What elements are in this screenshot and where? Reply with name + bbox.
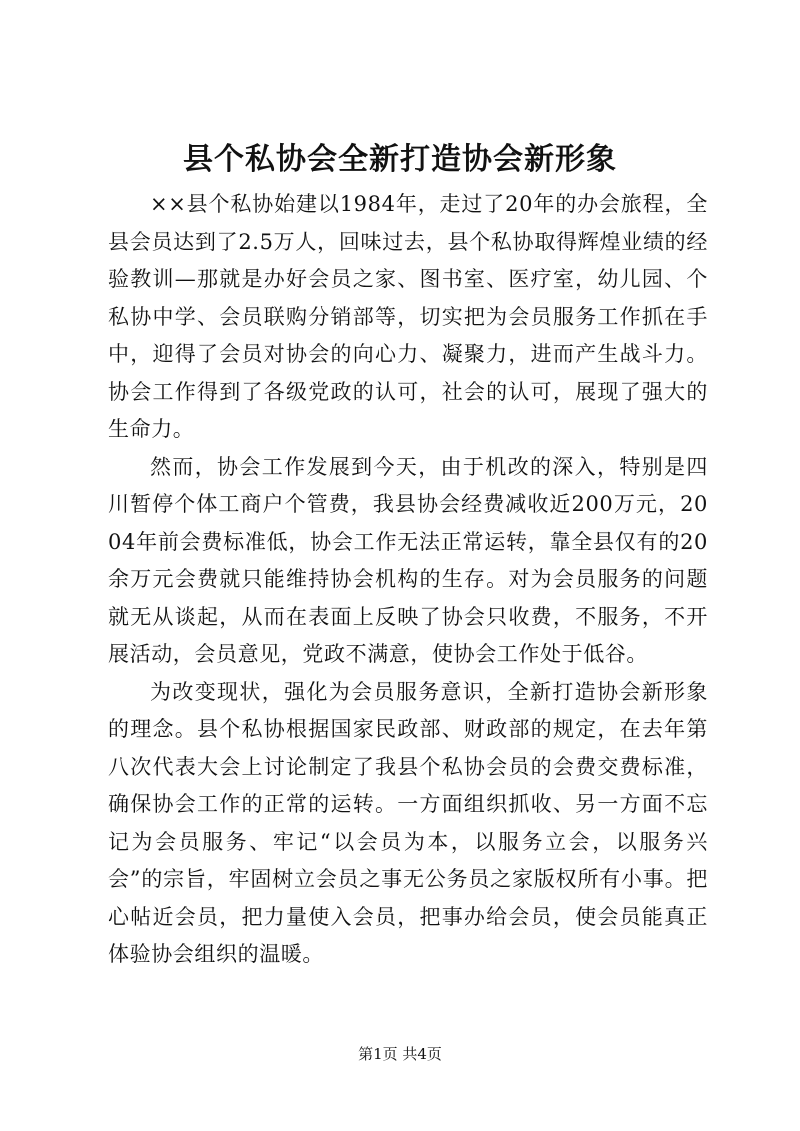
document-body [108,186,708,974]
page-number-footer: 第1页 共4页 [358,1045,442,1063]
paragraph-3: 为改变现状，强化为会员服务意识，全新打造协会新形象的理念。县个私协根据国家民政部、财政部的规定，在去年第八次代表大会上讨论制定了我县个私协会员的会费交费标准，确保协会工作的正常的运转。一方面组织抓收、另一方面不忘记为会员服务、牢记“以会员为本，以服务立会，以服务兴会”的宗旨，牢固树立会员之事无公务员之家版权所有小事。把心帖近会员，把力量使入会员，把事办给会员，使会员能真正体验协会组织的温暖。 [108,679,708,966]
document-title: 县个私协会全新打造协会新形象 [183,142,617,177]
paragraph-1: ××县个私协始建以1984年，走过了20年的办会旅程，全县会员达到了2.5万人，回味过去，县个私协取得辉煌业绩的经验教训—那就是办好会员之家、图书室、医疗室，幼儿园、个私协中学、会员联购分销部等，切实把为会员服务工作抓在手中，迎得了会员对协会的向心力、凝聚力，进而产生战斗力。协会工作得到了各级党政的认可，社会的认可，展现了强大的生命力。 [108,192,708,441]
paragraph-2: 然而，协会工作发展到今天，由于机改的深入，特别是四川暂停个体工商户个管费，我县协会经费减收近200万元，2004年前会费标准低，协会工作无法正常运转，靠全县仅有的20余万元会费就只能维持协会机构的生存。对为会员服务的问题就无从谈起，从而在表面上反映了协会只收费，不服务，不开展活动，会员意见，党政不满意，使协会工作处于低谷。 [108,454,708,666]
